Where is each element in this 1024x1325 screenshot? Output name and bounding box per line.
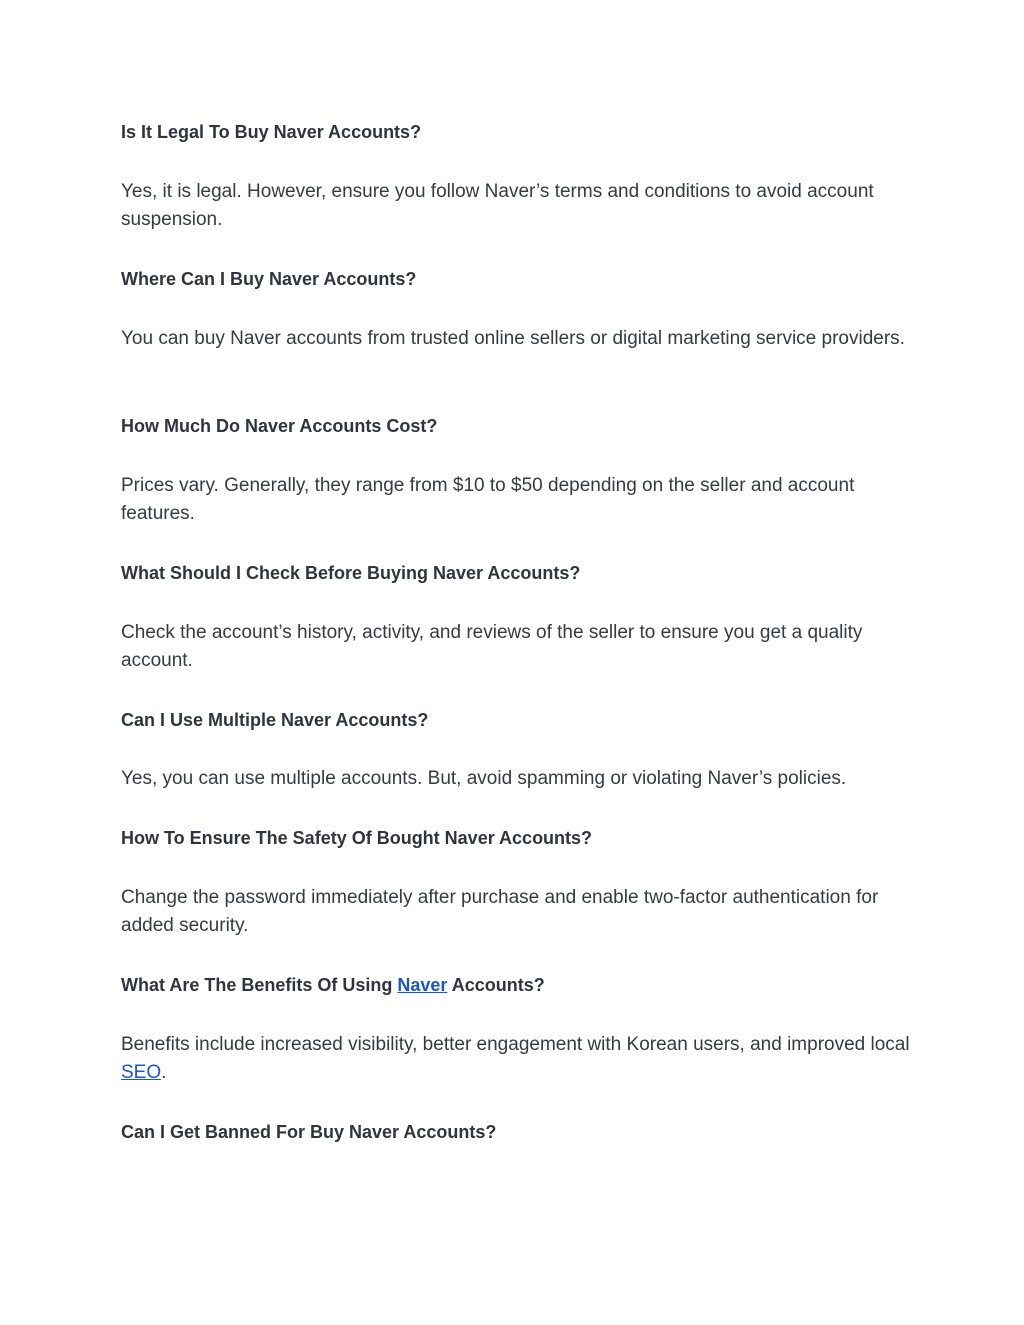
faq-question-banned: Can I Get Banned For Buy Naver Accounts? [121, 1122, 497, 1142]
naver-link[interactable]: Naver [397, 975, 448, 995]
faq-question-multiple: Can I Use Multiple Naver Accounts? [121, 710, 429, 730]
faq-question-benefits [121, 971, 921, 999]
faq-question-benefits-prefix: What Are The Benefits Of Using [121, 975, 398, 995]
faq-answer-benefits-suffix: . [161, 1062, 167, 1083]
faq-question-legal: Is It Legal To Buy Naver Accounts? [121, 122, 422, 142]
faq-question-check: What Should I Check Before Buying Naver Accounts? [121, 563, 581, 583]
faq-answer-benefits-prefix: Benefits include increased visibility, better engagement with Korean users, and improved local [121, 1034, 910, 1055]
faq-question-cost: How Much Do Naver Accounts Cost? [121, 416, 438, 436]
faq-question-safety: How To Ensure The Safety Of Bought Naver Accounts? [121, 828, 593, 848]
faq-answer-benefits [121, 1031, 921, 1087]
seo-link[interactable]: SEO [121, 1062, 162, 1083]
faq-question-where: Where Can I Buy Naver Accounts? [121, 269, 417, 289]
faq-question-benefits-suffix: Accounts? [447, 975, 545, 995]
faq-answer-safety: Change the password immediately after purchase and enable two-factor authentication for added security. [121, 887, 879, 936]
faq-answer-cost: Prices vary. Generally, they range from $10 to $50 depending on the seller and account features. [121, 475, 855, 524]
faq-answer-multiple: Yes, you can use multiple accounts. But, avoid spamming or violating Naver’s policies. [121, 768, 847, 789]
faq-answer-where: You can buy Naver accounts from trusted online sellers or digital marketing service providers. [121, 328, 905, 349]
faq-answer-legal: Yes, it is legal. However, ensure you follow Naver’s terms and conditions to avoid account suspension. [121, 181, 874, 230]
faq-answer-check: Check the account’s history, activity, and reviews of the seller to ensure you get a quality account. [121, 622, 863, 671]
